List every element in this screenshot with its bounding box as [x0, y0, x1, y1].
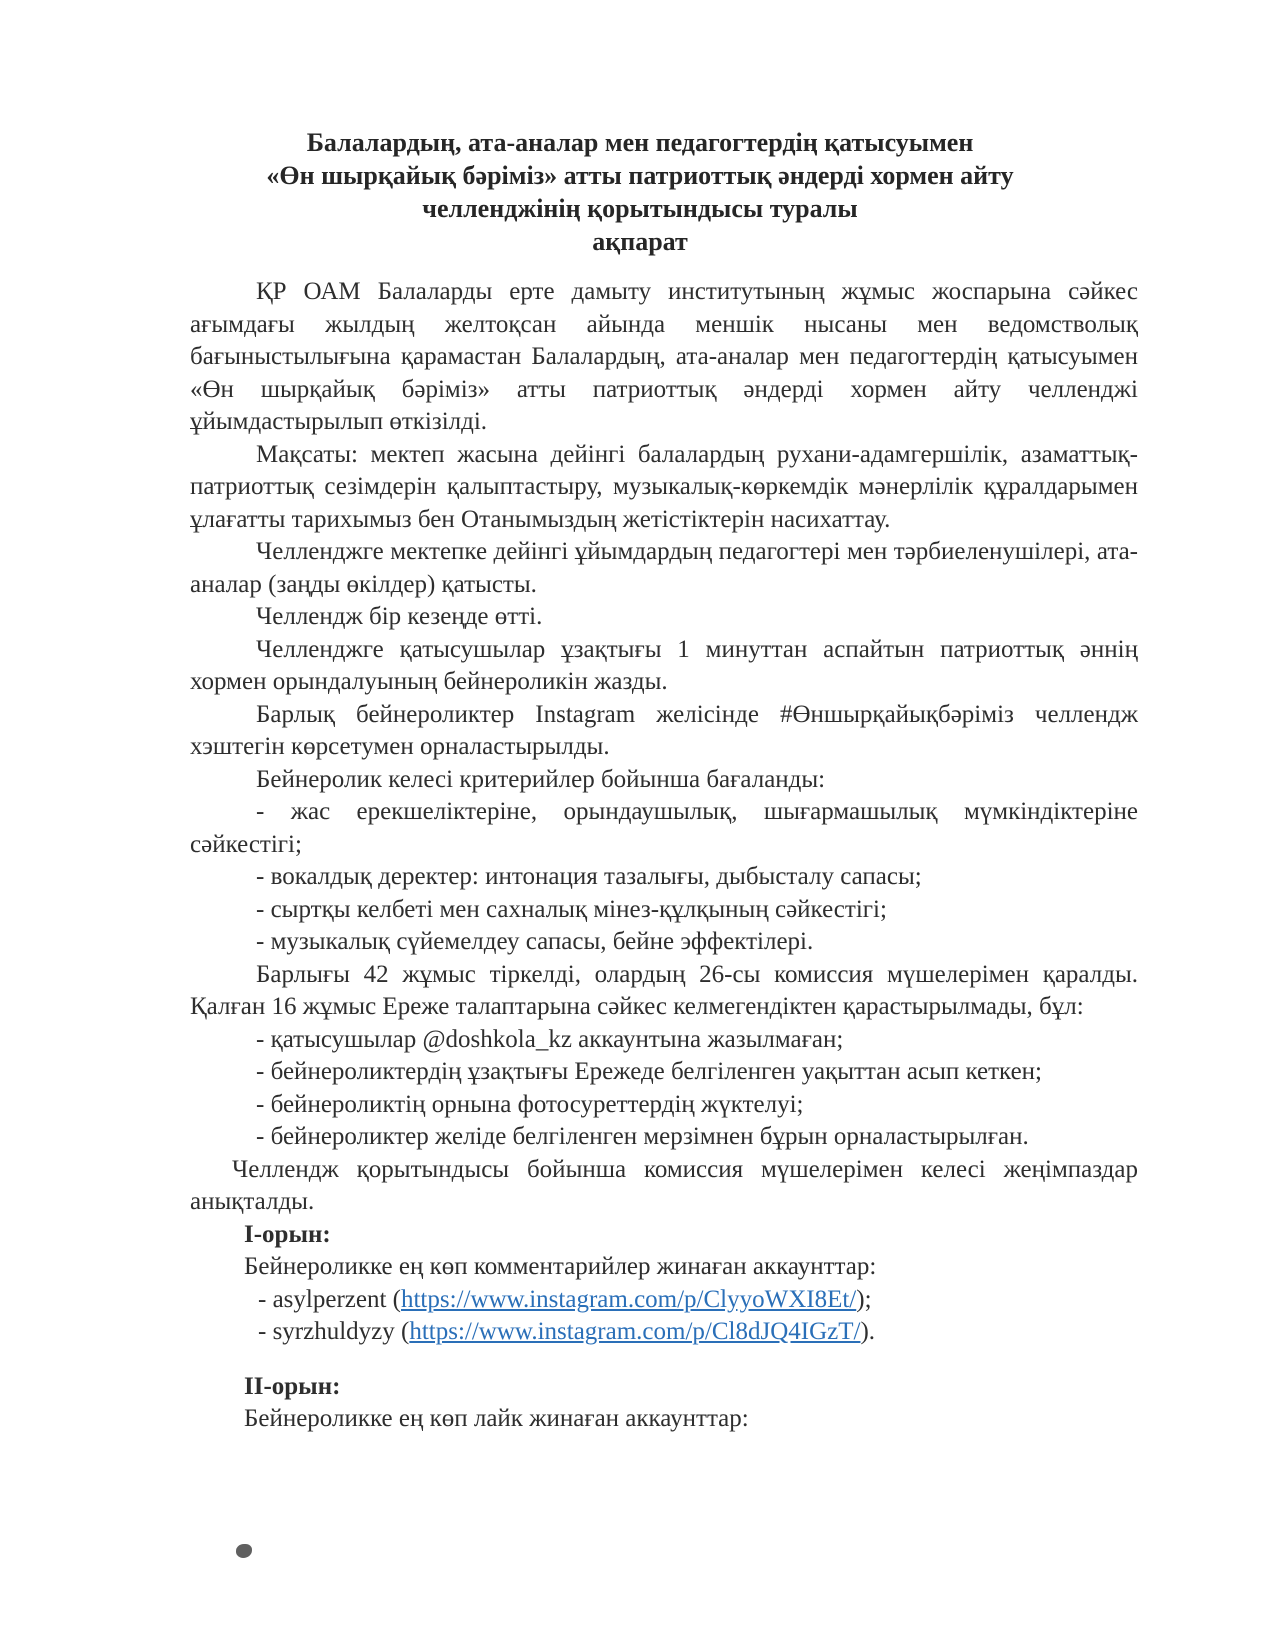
rejection-item: - бейнероликтер желіде белгіленген мерзімнен бұрын орналастырылған.	[256, 1123, 1029, 1150]
ink-blot-mark	[236, 1544, 252, 1558]
paragraph-participants: Челленджге мектепке дейінгі ұйымдардың педагогтері мен тәрбиеленушілері, ата-аналар (заңды өкілдер) қатысты.	[190, 538, 1138, 598]
place-1-caption: Бейнероликке ең көп комментарийлер жинаған аккаунттар:	[244, 1253, 877, 1280]
place-1-heading: I-орын:	[244, 1220, 331, 1248]
document-body	[190, 276, 1138, 1436]
paragraph-stage: Челлендж бір кезеңде өтті.	[256, 603, 543, 630]
title-line-4: ақпарат	[592, 227, 688, 256]
place-2-heading: II-орын:	[244, 1372, 341, 1400]
account-suffix: ).	[860, 1318, 876, 1345]
account-link[interactable]: https://www.instagram.com/p/ClyyoWXI8Et/	[400, 1285, 857, 1313]
document-title	[190, 126, 1090, 258]
title-line-1: Балалардың, ата-аналар мен педагогтердің қатысуымен	[306, 128, 974, 157]
criteria-item: - жас ерекшеліктеріне, орындаушылық, шығармашылық мүмкіндіктеріне сәйкестігі;	[190, 798, 1138, 858]
spacer	[190, 1349, 1138, 1371]
paragraph-instagram: Барлық бейнероликтер Instagram желісінде #Өншырқайықбәріміз челлендж хэштегін көрсетумен орналастырылды.	[190, 700, 1138, 760]
place-2-caption: Бейнероликке ең көп лайк жинаған аккаунттар:	[244, 1405, 749, 1432]
account-prefix: - syrzhuldyzy (	[258, 1318, 410, 1345]
paragraph-registered: Барлығы 42 жұмыс тіркелді, олардың 26-сы комиссия мүшелерімен қаралды. Қалған 16 жұмыс Ереже талаптарына сәйкес келмегендіктен қарастырылмады, бұл:	[190, 960, 1138, 1020]
place-1-account	[190, 1316, 1138, 1349]
paragraph-intro: ҚР ОАМ Балаларды ерте дамыту институтының жұмыс жоспарына сәйкес ағымдағы жылдың желтоқсан айында меншік нысаны мен ведомстволық бағыныстылығына қарамастан Балалардың, ата-аналар мен педагогтердің қатысуымен «Өн шырқайық бәріміз» атты патриоттық әндерді хормен айту челленджі ұйымдастырылып өткізілді.	[190, 278, 1138, 435]
title-line-3: челленджінің қорытындысы туралы	[422, 194, 858, 223]
rejection-item: - бейнероликтің орнына фотосуреттердің жүктелуі;	[256, 1090, 804, 1118]
rejection-item: - бейнероликтердің ұзақтығы Ережеде белгіленген уақыттан асып кеткен;	[256, 1058, 1042, 1085]
criteria-item: - сыртқы келбеті мен сахналық мінез-құлқының сәйкестігі;	[256, 895, 887, 923]
paragraph-results: Челлендж қорытындысы бойынша комиссия мүшелерімен келесі жеңімпаздар анықталды.	[190, 1155, 1138, 1215]
criteria-item: - музыкалық сүйемелдеу сапасы, бейне эффектілері.	[256, 928, 814, 955]
account-link[interactable]: https://www.instagram.com/p/Cl8dJQ4IGzT/	[409, 1318, 861, 1345]
paragraph-video: Челленджге қатысушылар ұзақтығы 1 минуттан аспайтын патриоттық әннің хормен орындалуының бейнероликін жазды.	[190, 635, 1138, 695]
rejection-item: - қатысушылар @doshkola_kz аккаунтына жазылмаған;	[256, 1025, 844, 1053]
criteria-item: - вокалдық деректер: интонация тазалығы, дыбысталу сапасы;	[256, 863, 922, 890]
account-suffix: );	[856, 1285, 872, 1313]
place-1-account	[190, 1284, 1138, 1317]
title-line-2: «Өн шырқайық бәріміз» атты патриоттық әндерді хормен айту	[266, 161, 1014, 190]
account-prefix: - asylperzent (	[258, 1285, 401, 1313]
paragraph-criteria-intro: Бейнеролик келесі критерийлер бойынша бағаланды:	[256, 765, 826, 793]
paragraph-goal: Мақсаты: мектеп жасына дейінгі балалардың рухани-адамгершілік, азаматтық-патриоттық сезімдерін қалыптастыру, музыкалық-көркемдік мәнерлілік құралдарымен ұлағатты тарихымыз бен Отанымыздың жетістіктерін насихаттау.	[190, 440, 1138, 533]
